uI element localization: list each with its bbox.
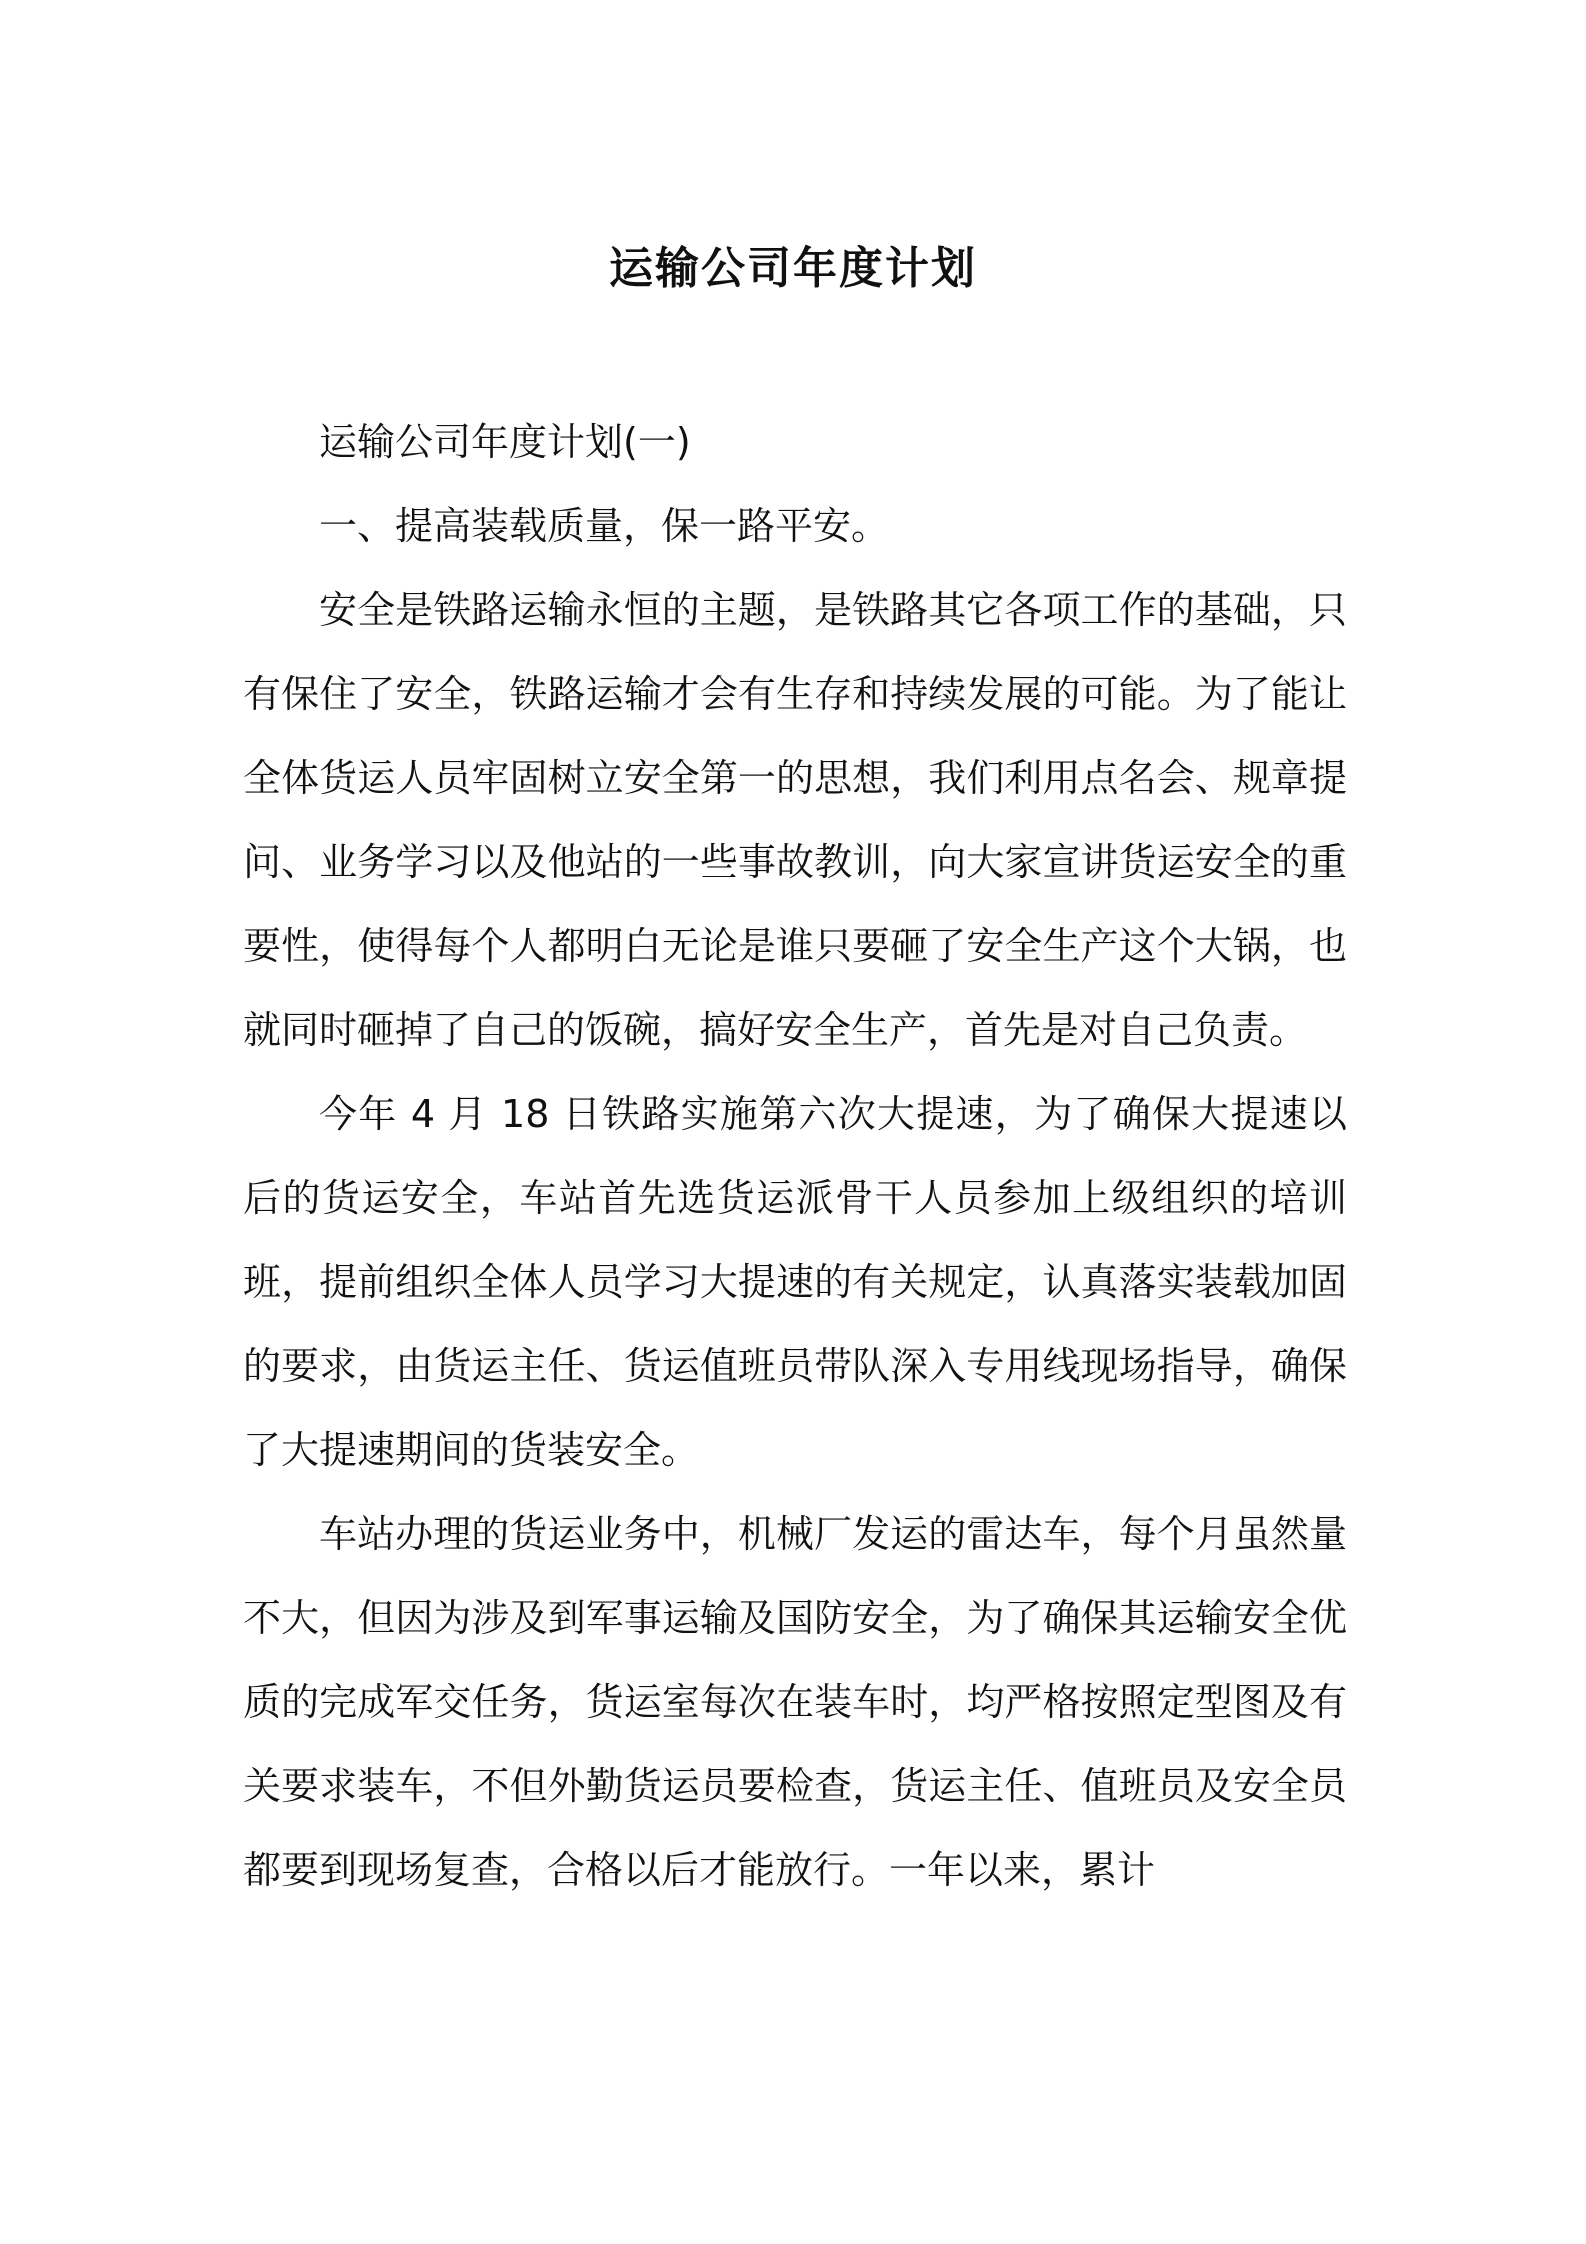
paragraph-speedup: 今年 4 月 18 日铁路实施第六次大提速，为了确保大提速以后的货运安全，车站首先选货运派骨干人员参加上级组织的培训班，提前组织全体人员学习大提速的有关规定，认真落实装载加固的要求，由货运主任、货运值班员带队深入专用线现场指导，确保了大提速期间的货装安全。 [243,1092,1347,1472]
document-title: 运输公司年度计划 [609,243,977,295]
document-body [243,400,1347,1912]
paragraph-radar: 车站办理的货运业务中，机械厂发运的雷达车，每个月虽然量不大，但因为涉及到军事运输及国防安全，为了确保其运输安全优质的完成军交任务，货运室每次在装车时，均严格按照定型图及有关要求装车，不但外勤货运员要检查，货运主任、值班员及安全员都要到现场复查，合格以后才能放行。一年以来，累计 [243,1512,1347,1892]
paragraph-subtitle: 运输公司年度计划(一) [319,420,691,464]
paragraph-safety: 安全是铁路运输永恒的主题，是铁路其它各项工作的基础，只有保住了安全，铁路运输才会有生存和持续发展的可能。为了能让全体货运人员牢固树立安全第一的思想，我们利用点名会、规章提问、业务学习以及他站的一些事故教训，向大家宣讲货运安全的重要性，使得每个人都明白无论是谁只要砸了安全生产这个大锅，也就同时砸掉了自己的饭碗，搞好安全生产，首先是对自己负责。 [243,588,1347,1052]
paragraph-section-heading: 一、提高装载质量，保一路平安。 [319,504,890,548]
